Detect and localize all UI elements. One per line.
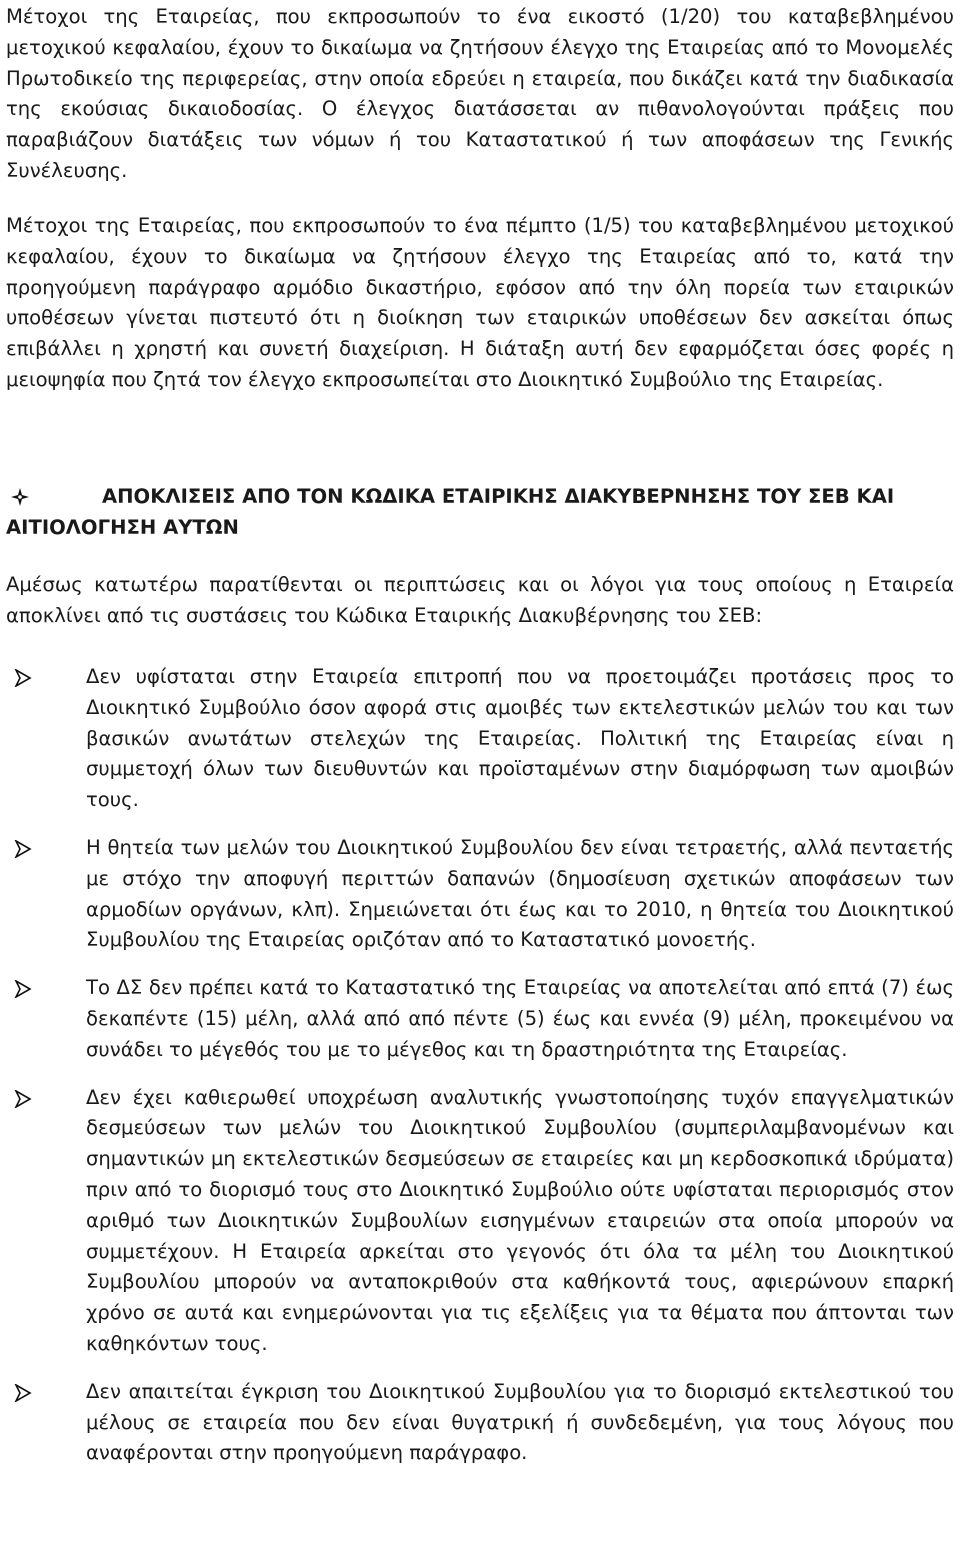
list-item bbox=[6, 833, 954, 956]
list-item-text: Η θητεία των μελών του Διοικητικού Συμβουλίου δεν είναι τετραετής, αλλά πενταετής με στόχο την αποφυγή περιττών δαπανών (δημοσίευση σχετικών αποφάσεων των αρμοδίων οργάνων, κλπ). Σημειώνεται ότι έως και το 2010, η θητεία του Διοικητικού Συμβουλίου της Εταιρείας οριζόταν από το Καταστατικό μονοετής. bbox=[86, 835, 954, 952]
paragraph-shareholders-one-fifth: Μέτοχοι της Εταιρείας, που εκπροσωπούν το ένα πέμπτο (1/5) του καταβεβλημένου μετοχικού κεφαλαίου, έχουν το δικαίωμα να ζητήσουν έλεγχο της Εταιρείας από το, κατά την προηγούμενη παράγραφο αρμόδιο δικαστήριο, εφόσον από την όλη πορεία των εταιρικών υποθέσεων γίνεται πιστευτό ότι η διοίκηση των εταιρικών υποθέσεων δεν ασκείται όπως επιβάλλει η χρηστή και συνετή διαχείριση. Η διάταξη αυτή δεν εφαρμόζεται όσες φορές η μειοψηφία που ζητά τον έλεγχο εκπροσωπείται στο Διοικητικό Συμβούλιο της Εταιρείας. bbox=[6, 214, 954, 391]
paragraph-intro-deviations: Αμέσως κατωτέρω παρατίθενται οι περιπτώσεις και οι λόγοι για τους οποίους η Εταιρεία αποκλίνει από τις συστάσεις του Κώδικα Εταιρικής Διακυβέρνησης του ΣΕΒ: bbox=[6, 573, 954, 627]
diamond-bullet-icon bbox=[10, 487, 30, 507]
section-heading-text: ΑΠΟΚΛΙΣΕΙΣ ΑΠΟ ΤΟΝ ΚΩΔΙΚΑ ΕΤΑΙΡΙΚΗΣ ΔΙΑΚΥΒΕΡΝΗΣΗΣ ΤΟΥ ΣΕΒ ΚΑΙ ΑΙΤΙΟΛΟΓΗΣΗ ΑΥΤΩΝ bbox=[6, 485, 895, 539]
deviations-list bbox=[6, 662, 954, 1486]
list-item-text: Δεν υφίσταται στην Εταιρεία επιτροπή που να προετοιμάζει προτάσεις προς το Διοικητικό Συμβούλιο όσον αφορά στις αμοιβές των εκτελεστικών μελών του και των βασικών ανωτάτων στελεχών της Εταιρείας. Πολιτική της Εταιρείας είναι η συμμετοχή όλων των διευθυντών και προϊσταμένων στην διαμόρφωση των αμοιβών τους. bbox=[86, 665, 954, 812]
list-item bbox=[6, 662, 954, 816]
list-item-text: Δεν έχει καθιερωθεί υποχρέωση αναλυτικής γνωστοποίησης τυχόν επαγγελματικών δεσμεύσεων των μελών του Διοικητικού Συμβουλίου (συμπεριλαμβανομένων και σημαντικών μη εκτελεστικών δεσμεύσεων σε εταιρείες και μη κερδοσκοπικά ιδρύματα) πριν από το διορισμό τους στο Διοικητικό Συμβούλιο ούτε υφίσταται περιορισμός στον αριθμό των Διοικητικών Συμβουλίων εισηγμένων εταιρειών στα οποία μπορούν να συμμετέχουν. Η Εταιρεία αρκείται στο γεγονός ότι όλα τα μέλη του Διοικητικού Συμβουλίου μπορούν να ανταποκριθούν στα καθήκοντά τους, αφιερώνουν επαρκή χρόνο σε αυτά και ενημερώνονται για τις εξελίξεις για τα θέματα που άπτονται των καθηκόντων τους. bbox=[86, 1085, 954, 1355]
arrowhead-bullet-icon bbox=[14, 669, 32, 687]
paragraph-shareholders-one-twentieth: Μέτοχοι της Εταιρείας, που εκπροσωπούν το ένα εικοστό (1/20) του καταβεβλημένου μετοχικού κεφαλαίου, έχουν το δικαίωμα να ζητήσουν έλεγχο της Εταιρείας από το Μονομελές Πρωτοδικείο της περιφερείας, στην οποία εδρεύει η εταιρεία, που δικάζει κατά την διαδικασία της εκούσιας δικαιοδοσίας. Ο έλεγχος διατάσσεται αν πιθανολογούνται πράξεις που παραβιάζουν διατάξεις των νόμων ή του Καταστατικού ή των αποφάσεων της Γενικής Συνέλευσης. bbox=[6, 5, 954, 182]
section-heading bbox=[6, 482, 954, 544]
list-item bbox=[6, 1377, 954, 1469]
list-item bbox=[6, 1083, 954, 1360]
arrowhead-bullet-icon bbox=[14, 1090, 32, 1108]
list-item bbox=[6, 973, 954, 1065]
arrowhead-bullet-icon bbox=[14, 980, 32, 998]
arrowhead-bullet-icon bbox=[14, 840, 32, 858]
arrowhead-bullet-icon bbox=[14, 1384, 32, 1402]
list-item-text: Δεν απαιτείται έγκριση του Διοικητικού Συμβουλίου για το διορισμό εκτελεστικού του μέλους σε εταιρεία που δεν είναι θυγατρική ή συνδεδεμένη, για τους λόγους που αναφέρονται στην προηγούμενη παράγραφο. bbox=[86, 1379, 954, 1465]
list-item-text: Το ΔΣ δεν πρέπει κατά το Καταστατικό της Εταιρείας να αποτελείται από επτά (7) έως δεκαπέντε (15) μέλη, αλλά από από πέντε (5) έως και εννέα (9) μέλη, προκειμένου να συνάδει το μέγεθός του με το μέγεθος και τη δραστηριότητα της Εταιρείας. bbox=[86, 976, 954, 1061]
